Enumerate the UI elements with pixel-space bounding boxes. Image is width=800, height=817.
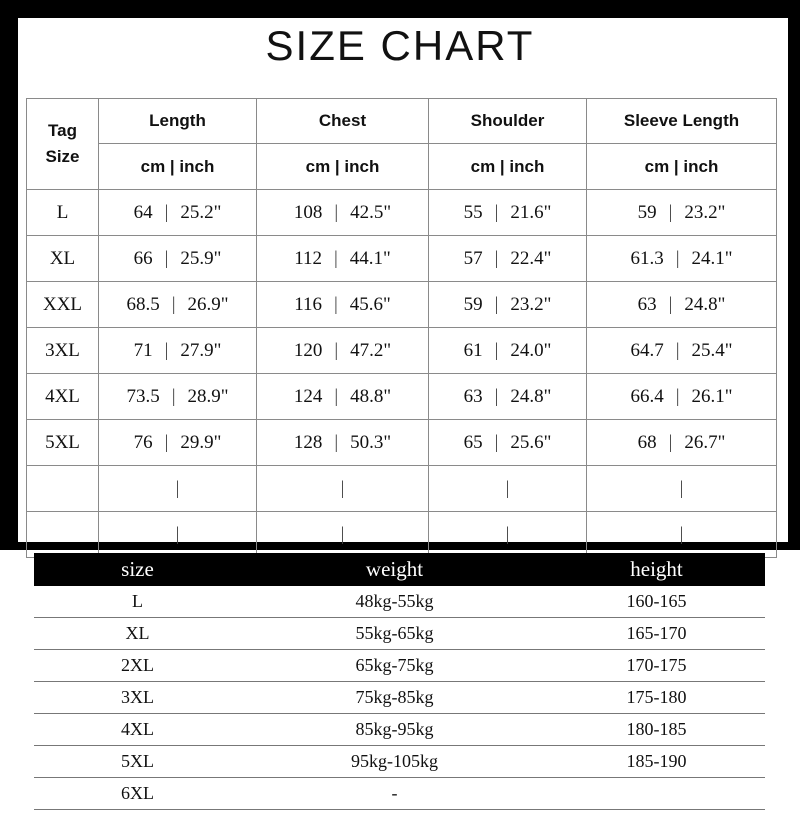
sleeve-inch-value: 26.7": [684, 431, 726, 453]
empty-cell: [587, 466, 777, 512]
shoulder-cell: [429, 190, 587, 236]
chest-cm-value: 116: [294, 293, 322, 315]
length-cm-value: 76: [133, 431, 153, 453]
height-cell: 180-185: [626, 719, 687, 739]
weight-cell: 75kg-85kg: [355, 687, 434, 707]
value-separator: |: [334, 201, 339, 223]
length-cell: [99, 420, 257, 466]
weight-height-row: [34, 778, 765, 810]
weight-cell: 48kg-55kg: [355, 591, 434, 611]
weight-cell: 85kg-95kg: [355, 719, 434, 739]
length-inch-value: 29.9": [180, 431, 222, 453]
length-cm-value: 68.5: [126, 293, 160, 315]
value-separator: |: [334, 385, 339, 407]
tag-size-cell: XXL: [27, 282, 99, 328]
chest-cell: [257, 236, 429, 282]
shoulder-inch-value: 25.6": [510, 431, 552, 453]
unit-label: cm | inch: [99, 144, 257, 190]
weight-cell: 55kg-65kg: [355, 623, 434, 643]
size-cell: 4XL: [121, 719, 154, 739]
sleeve-inch-value: 25.4": [691, 339, 733, 361]
sleeve-cm-value: 63: [637, 293, 657, 315]
value-separator: |: [164, 247, 169, 269]
empty-cell: [587, 512, 777, 558]
height-cell: 185-190: [626, 751, 687, 771]
sleeve-cell: [587, 420, 777, 466]
tag-size-header-line2: Size: [45, 147, 80, 166]
value-separator: |: [175, 477, 180, 499]
value-separator: |: [679, 523, 684, 545]
shoulder-cm-value: 61: [463, 339, 483, 361]
length-cm-value: 71: [133, 339, 153, 361]
table-row: [27, 236, 777, 282]
height-cell: 160-165: [626, 591, 687, 611]
shoulder-cell: [429, 328, 587, 374]
header-size: size: [121, 557, 154, 581]
sleeve-cm-value: 66.4: [630, 385, 664, 407]
shoulder-cell: [429, 236, 587, 282]
size-cell: 2XL: [121, 655, 154, 675]
value-separator: |: [175, 523, 180, 545]
value-separator: |: [340, 477, 345, 499]
chest-cell: [257, 190, 429, 236]
length-cm-value: 64: [133, 201, 153, 223]
tag-size-cell: XL: [27, 236, 99, 282]
measurement-table: [26, 98, 777, 558]
weight-height-table: [34, 553, 765, 810]
length-cell: [99, 190, 257, 236]
size-cell: XL: [125, 623, 150, 643]
chest-cell: [257, 420, 429, 466]
tag-size-header: [27, 99, 99, 190]
size-cell: 6XL: [121, 783, 154, 803]
sleeve-inch-value: 24.1": [691, 247, 733, 269]
sleeve-inch-value: 26.1": [691, 385, 733, 407]
height-cell: 175-180: [626, 687, 687, 707]
value-separator: |: [494, 247, 499, 269]
shoulder-inch-value: 22.4": [510, 247, 552, 269]
value-separator: |: [171, 385, 176, 407]
chest-inch-value: 48.8": [350, 385, 392, 407]
value-separator: |: [505, 477, 510, 499]
sleeve-cell: [587, 236, 777, 282]
length-inch-value: 25.2": [180, 201, 222, 223]
sleeve-cm-value: 68: [637, 431, 657, 453]
sleeve-cell: [587, 190, 777, 236]
chest-cm-value: 124: [293, 385, 323, 407]
tag-size-cell: L: [27, 190, 99, 236]
value-separator: |: [164, 431, 169, 453]
header-height: height: [630, 557, 683, 581]
empty-cell: [257, 466, 429, 512]
empty-cell: [257, 512, 429, 558]
weight-height-row: [34, 746, 765, 778]
value-separator: |: [494, 293, 499, 315]
length-cell: [99, 282, 257, 328]
chest-inch-value: 44.1": [349, 247, 391, 269]
size-cell: L: [132, 591, 143, 611]
chest-cm-value: 108: [293, 201, 323, 223]
value-separator: |: [334, 339, 339, 361]
chest-inch-value: 50.3": [350, 431, 392, 453]
empty-cell: [429, 466, 587, 512]
chest-inch-value: 45.6": [349, 293, 391, 315]
length-cm-value: 73.5: [126, 385, 160, 407]
value-separator: |: [164, 339, 169, 361]
length-inch-value: 27.9": [180, 339, 222, 361]
chest-cell: [257, 374, 429, 420]
shoulder-inch-value: 21.6": [510, 201, 552, 223]
table-row: [27, 420, 777, 466]
weight-height-row: [34, 682, 765, 714]
empty-table-row: [27, 512, 777, 558]
value-separator: |: [668, 201, 673, 223]
tag-size-cell: 5XL: [27, 420, 99, 466]
value-separator: |: [334, 431, 339, 453]
chest-cm-value: 112: [294, 247, 322, 269]
column-header-length: Length: [99, 99, 257, 144]
length-cell: [99, 328, 257, 374]
empty-cell: [99, 512, 257, 558]
column-header-shoulder: Shoulder: [429, 99, 587, 144]
shoulder-cm-value: 57: [463, 247, 483, 269]
tag-size-cell: [27, 512, 99, 558]
chart-title: SIZE CHART: [265, 22, 535, 69]
height-cell: 170-175: [626, 655, 687, 675]
sleeve-cell: [587, 282, 777, 328]
shoulder-cell: [429, 374, 587, 420]
value-separator: |: [668, 431, 673, 453]
weight-height-row: [34, 714, 765, 746]
sleeve-cm-value: 59: [637, 201, 657, 223]
table-row: [27, 374, 777, 420]
sleeve-cell: [587, 328, 777, 374]
weight-cell: -: [391, 783, 398, 803]
value-separator: |: [675, 247, 680, 269]
empty-table-row: [27, 466, 777, 512]
tag-size-cell: 4XL: [27, 374, 99, 420]
unit-label: cm | inch: [429, 144, 587, 190]
sleeve-cell: [587, 374, 777, 420]
value-separator: |: [494, 431, 499, 453]
value-separator: |: [494, 385, 499, 407]
weight-cell: 95kg-105kg: [351, 751, 438, 771]
height-cell: 165-170: [626, 623, 687, 643]
column-header-sleeve-length: Sleeve Length: [587, 99, 777, 144]
tag-size-header-line1: Tag: [48, 121, 77, 140]
sleeve-inch-value: 23.2": [684, 201, 726, 223]
shoulder-cell: [429, 420, 587, 466]
shoulder-cm-value: 59: [463, 293, 483, 315]
shoulder-cm-value: 65: [463, 431, 483, 453]
length-inch-value: 26.9": [187, 293, 229, 315]
chest-cell: [257, 328, 429, 374]
shoulder-inch-value: 23.2": [510, 293, 552, 315]
sleeve-cm-value: 61.3: [630, 247, 664, 269]
weight-height-header: [34, 553, 765, 586]
table-row: [27, 190, 777, 236]
size-cell: 3XL: [121, 687, 154, 707]
shoulder-inch-value: 24.8": [510, 385, 552, 407]
empty-cell: [99, 466, 257, 512]
value-separator: |: [494, 201, 499, 223]
sleeve-inch-value: 24.8": [684, 293, 726, 315]
chest-inch-value: 47.2": [350, 339, 392, 361]
chest-cm-value: 120: [293, 339, 323, 361]
chest-cell: [257, 282, 429, 328]
shoulder-inch-value: 24.0": [510, 339, 552, 361]
table-row: [27, 328, 777, 374]
value-separator: |: [675, 339, 680, 361]
shoulder-cm-value: 55: [463, 201, 483, 223]
tag-size-cell: 3XL: [27, 328, 99, 374]
header-weight: weight: [365, 557, 424, 581]
value-separator: |: [505, 523, 510, 545]
chest-inch-value: 42.5": [350, 201, 392, 223]
value-separator: |: [333, 293, 338, 315]
unit-label: cm | inch: [587, 144, 777, 190]
weight-height-row: [34, 650, 765, 682]
table-row: [27, 282, 777, 328]
shoulder-cm-value: 63: [463, 385, 483, 407]
sleeve-cm-value: 64.7: [630, 339, 664, 361]
empty-cell: [429, 512, 587, 558]
tag-size-cell: [27, 466, 99, 512]
value-separator: |: [679, 477, 684, 499]
length-inch-value: 28.9": [187, 385, 229, 407]
length-cell: [99, 374, 257, 420]
weight-cell: 65kg-75kg: [355, 655, 434, 675]
value-separator: |: [668, 293, 673, 315]
column-header-chest: Chest: [257, 99, 429, 144]
size-cell: 5XL: [121, 751, 154, 771]
length-cm-value: 66: [133, 247, 153, 269]
value-separator: |: [340, 523, 345, 545]
value-separator: |: [333, 247, 338, 269]
shoulder-cell: [429, 282, 587, 328]
value-separator: |: [171, 293, 176, 315]
chest-cm-value: 128: [293, 431, 323, 453]
value-separator: |: [494, 339, 499, 361]
weight-height-row: [34, 618, 765, 650]
value-separator: |: [675, 385, 680, 407]
unit-label: cm | inch: [257, 144, 429, 190]
weight-height-row: [34, 586, 765, 618]
length-inch-value: 25.9": [180, 247, 222, 269]
length-cell: [99, 236, 257, 282]
value-separator: |: [164, 201, 169, 223]
